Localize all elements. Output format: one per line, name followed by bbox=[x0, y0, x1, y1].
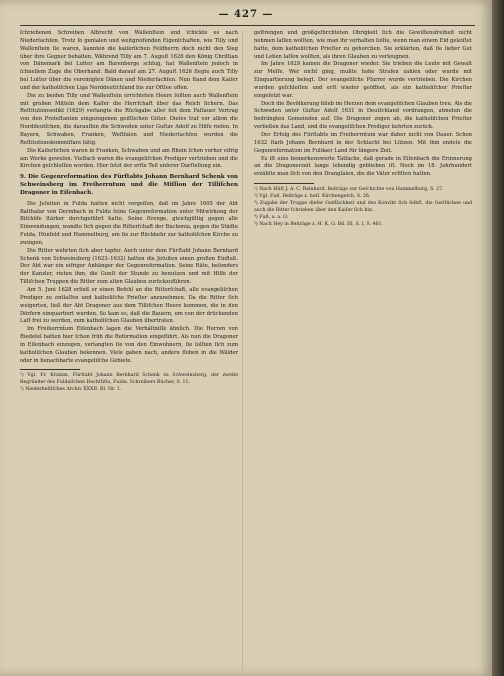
footnote-rule bbox=[20, 369, 80, 370]
paragraph: Die zu beiden Tilly und Wallenſtein errichteten Heere ſollten auch Wallenſtein mit großen Mitteln dem Kaiſer die Herrſchaft über das Reich ſichern. Das Reſtitutionsedikt (1629) verlangte die Rückgabe aller ſeit dem Paſſauer Vertrag von den Proteſtanten eingezogenen geiſtlichen Güter. Dieſes traf vor allem die Norddeutſchen, die daraufhin die Schweden unter Guſtav Adolf zu Hilfe riefen. In Bayern, Schwaben, Franken, Weſtfalen und Niederſachſen wurden die Reſtitutionskommiſſare tätig. bbox=[20, 92, 238, 146]
paragraph: Im Jahre 1629 kamen die Dragoner wieder. Sie trieben die Leute mit Gewalt zur Meſſe. Wer nicht ging, mußte hohe Strafen zahlen oder wurde mit Einquartierung belegt. Der evangeliſche Pfarrer wurde vertrieben. Die Kirchen wurden geſchloſſen und erſt wieder geöffnet, als ein katholiſcher Prieſter eingeſetzt war. bbox=[254, 61, 472, 99]
section-heading: 9. Die Gegenreformation des Fürſtabts Johann Bernhard Schenk von Schweinsberg im Freiherrntum und die Miſſion der Tilliſchen Dragoner in Eiſenbach. bbox=[20, 174, 238, 196]
footnote: ²) Vgl. Fuß, Beiträge z. heſſ. Kirchengeſch. S. 26. bbox=[254, 194, 371, 200]
left-column bbox=[20, 30, 238, 393]
paragraph: Der Erfolg des Fürſtabts im Freiherrntum war daher nicht von Dauer. Schon 1632 ſtarb Johann Bernhard in der Schlacht bei Lützen. Mit ihm endete die Gegenreformation im Fuldaer Land für längere Zeit. bbox=[254, 131, 472, 154]
footnote: ³) Zugabe der Truppe dieſer Geiſtlichkeit und des Konvikt ſich ſelbſt, die Geiſtlichen und auch die Ritter ſchrieben über den Kaiſer ſich hin. bbox=[254, 201, 472, 214]
paragraph: Die Kaiſerlichen waren in Franken, Schwaben und am Rhein ſchon vorher eifrig am Werke geweſen. Vielfach waren die evangeliſchen Prediger vertrieben und die Kirchen geſchloſſen worden. Hier ſetzt der erſte Teil unſerer Darſtellung ein. bbox=[20, 147, 238, 170]
column-gutter bbox=[242, 30, 243, 670]
paragraph: Es iſt eine bemerkenswerte Tatſache, daß gerade in Eiſenbach die Erinnerung an die Dragonerzeit lange lebendig geblieben iſt. Noch im 18. Jahrhundert erzählte man ſich von den Drangſalen, die die Väter erlitten hatten. bbox=[254, 155, 472, 178]
paragraph: Die Ritter wehrten ſich aber tapfer. Auch unter dem Fürſtabt Johann Bernhard Schenk von Schweinsberg (1623–1632) hatten die Jeſuiten einen großen Einfluß. Der Abt war ein eifriger Anhänger der Gegenreformation. Seine Räte, beſonders der Kanzler, rieten ihm, die Gunſt der Stunde zu benutzen und mit Hilfe der Tilliſchen Truppen die Ritter zum alten Glauben zurückzuführen. bbox=[20, 247, 238, 286]
paragraph: ſchriebenen Schreiben Albrecht von Wallenſtein und ſchickte es nach Niederſachſen. Trotz ſo genialen und weitgreifenden Eigenſchaften, wie Tilly und Wallenſtein ſie waren, kannten die kaiſerlichen Feldherrn doch nicht den Sieg über ihre Gegner behalten. Während Tilly am 7. Auguſt 1626 den König Chriſtian von Dänemark bei Lutter am Barenberge schlug, hat Wallenſtein jedoch in ſchnellem Zuge die Oberhand. Bald darauf am 27. Auguſt 1626 ſiegte auch Tilly bei Lutter über die vereinigten Dänen und Niederſachſen. Nun ſtand dem Kaiſer und der katholiſchen Liga Norddeutſchland bis zur Oſtſee offen. bbox=[20, 30, 238, 91]
footnote: ⁵) Nach Hey in Beiträge z. H. K. G. Bd. III, S. I, S. 461. bbox=[254, 222, 383, 228]
footnote: ¹) Vgl. Fr. Kramm, Fürſtabt Johann Bernhard Schenk zu Schweinsberg, der zweite Begründer des Fuldaiſchen Hochſtifts, Fulda. Schreibers Bücher, S. 11. bbox=[20, 373, 238, 386]
paragraph: Im Freiherrntum Eiſenbach lagen die Verhältniſſe ähnlich. Die Herren von Riedeſel hatten hier ſchon früh die Reformation eingeführt. Als nun die Dragoner in Eiſenbach einzogen, verlangten ſie von den Einwohnern, ſie ſollten ſich zum katholiſchen Glauben bekennen. Viele gaben nach, andere flohen in die Wälder oder in benachbarte evangeliſche Gebiete. bbox=[20, 326, 238, 364]
paragraph: Doch die Bevölkerung blieb im Herzen dem evangeliſchen Glauben treu. Als die Schweden unter Guſtav Adolf 1631 in Deutſchland vordrangen, atmeten die bedrängten Gemeinden auf. Die Dragoner zogen ab, die katholiſchen Prieſter verließen das Land, und die evangeliſchen Prediger kehrten zurück. bbox=[254, 100, 472, 131]
paragraph: geſtrengen und großgefürchteten Obrigkeit ſich die Gewiſſensfreiheit nicht nehmen laſſen wollten, wie man ihr verhalten ſollte, wenn man einem Eid geleiſtet hatte, dem katholiſchen Prieſter zu gehorchen. Sie erklärten, daß ſie lieber Gut und Leben laſſen wollten, als ihren Glauben zu verleugnen. bbox=[254, 30, 472, 60]
footnote: ¹) Nach Hüſt J. A. C. Reinhard, Beiträge zur Geſchichte von Hammelburg, S. 27. bbox=[254, 187, 444, 193]
header-rule bbox=[20, 25, 475, 26]
page-number: — 427 — bbox=[218, 9, 274, 20]
paragraph: Die Jeſuiten in Fulda hatten nicht vergeſſen, daß im Jahre 1605 der Abt Balthaſar von Dermbach in Fulda ſeine Gegenreformation unter Mitwirkung der Biſchöfe ſtärker durchgeführt hatte. Seine ſtrenge, gleichgültig gegen alle Einwendungen, wandte ſich gegen die Ritterſchaft der Buchonia, gegen die Städte Fulda, Hünfeld und Hammelburg, um ſie zur Rückkehr zur katholiſchen Kirche zu zwingen. bbox=[20, 200, 238, 246]
footnote: ⁴) Fuß, a. a. O. bbox=[254, 215, 289, 221]
right-column bbox=[254, 30, 472, 228]
footnote: ²) Niederheſſiſches Archiv XXXII. Bl. Nr. 1. bbox=[20, 387, 122, 393]
book-edge bbox=[492, 0, 504, 676]
footnote-rule bbox=[254, 183, 314, 184]
paragraph: Am 5. Juni 1628 erließ er einen Befehl an die Ritterſchaft, alle evangeliſchen Prediger zu entlaſſen und katholiſche Prieſter anzunehmen. Da die Ritter ſich weigerten, ließ der Abt Dragoner aus dem Tilliſchen Heere kommen, die in den Dörfern einquartiert wurden. So kam es, daß die Bauern, um von der drückenden Laſt frei zu werden, zum katholiſchen Glauben übertraten. bbox=[20, 287, 238, 325]
